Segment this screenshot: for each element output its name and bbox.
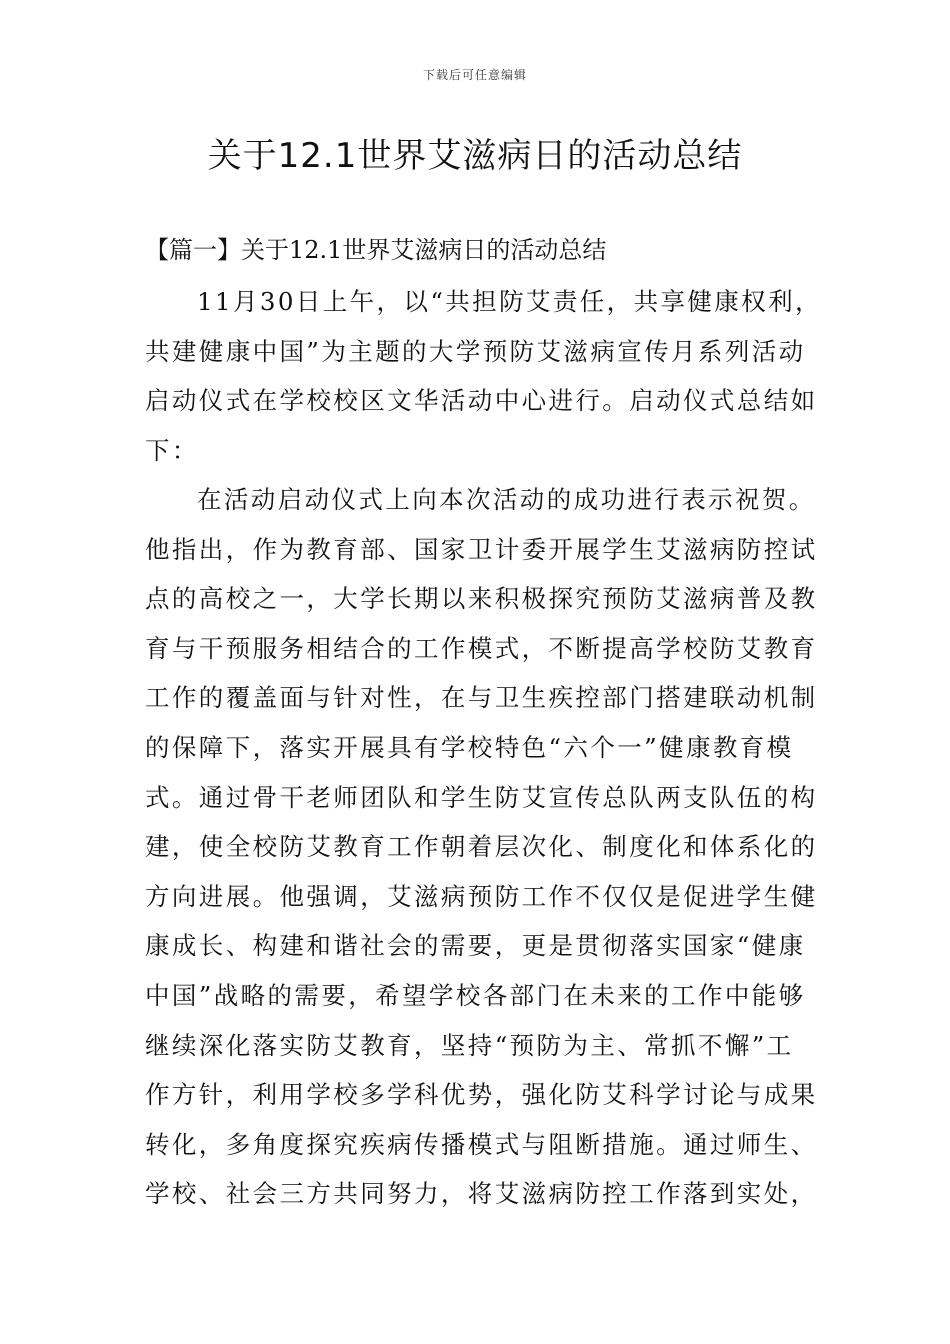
- paragraph-1: [145, 277, 822, 475]
- paragraph-line: 育与干预服务相结合的工作模式，不断提高学校防艾教育: [145, 633, 818, 663]
- paragraph-line: 下：: [145, 435, 199, 465]
- paragraph-line: 作方针，利用学校多学科优势，强化防艾科学讨论与成果: [145, 1080, 818, 1110]
- paragraph-2: [145, 475, 818, 1219]
- paragraph-line: 点的高校之一，大学长期以来积极探究预防艾滋病普及教: [145, 584, 818, 614]
- paragraph-line: 继续深化落实防艾教育，坚持“预防为主、常抓不懈”工: [145, 1030, 794, 1060]
- paragraph-line: 11月30日上午，以“共担防艾责任，共享健康权利，: [197, 287, 822, 316]
- paragraph-line: 方向进展。他强调，艾滋病预防工作不仅仅是促进学生健: [145, 881, 818, 911]
- paragraph-line: 康成长、构建和谐社会的需要，更是贯彻落实国家“健康: [145, 931, 806, 961]
- header-note: 下载后可任意编辑: [422, 68, 527, 82]
- paragraph-line: 中国”战略的需要，希望学校各部门在未来的工作中能够: [145, 980, 806, 1010]
- paragraph-line: 共建健康中国”为主题的大学预防艾滋病宣传月系列活动: [145, 336, 806, 366]
- document-title: 关于12.1世界艾滋病日的活动总结: [207, 136, 743, 176]
- paragraph-line: 工作的覆盖面与针对性，在与卫生疾控部门搭建联动机制: [145, 683, 818, 713]
- paragraph-line: 式。通过骨干老师团队和学生防艾宣传总队两支队伍的构: [145, 782, 818, 812]
- section-heading: 【篇一】关于12.1世界艾滋病日的活动总结: [145, 236, 607, 264]
- paragraph-line: 的保障下，落实开展具有学校特色“六个一”健康教育模: [145, 732, 794, 762]
- paragraph-line: 启动仪式在学校校区文华活动中心进行。启动仪式总结如: [145, 386, 818, 416]
- paragraph-line: 转化，多角度探究疾病传播模式与阻断措施。通过师生、: [145, 1129, 818, 1159]
- paragraph-line: 在活动启动仪式上向本次活动的成功进行表示祝贺。: [197, 485, 816, 514]
- paragraph-line: 他指出，作为教育部、国家卫计委开展学生艾滋病防控试: [145, 534, 818, 564]
- paragraph-line: 建，使全校防艾教育工作朝着层次化、制度化和体系化的: [145, 832, 818, 862]
- paragraph-line: 学校、社会三方共同努力，将艾滋病防控工作落到实处，: [145, 1179, 818, 1209]
